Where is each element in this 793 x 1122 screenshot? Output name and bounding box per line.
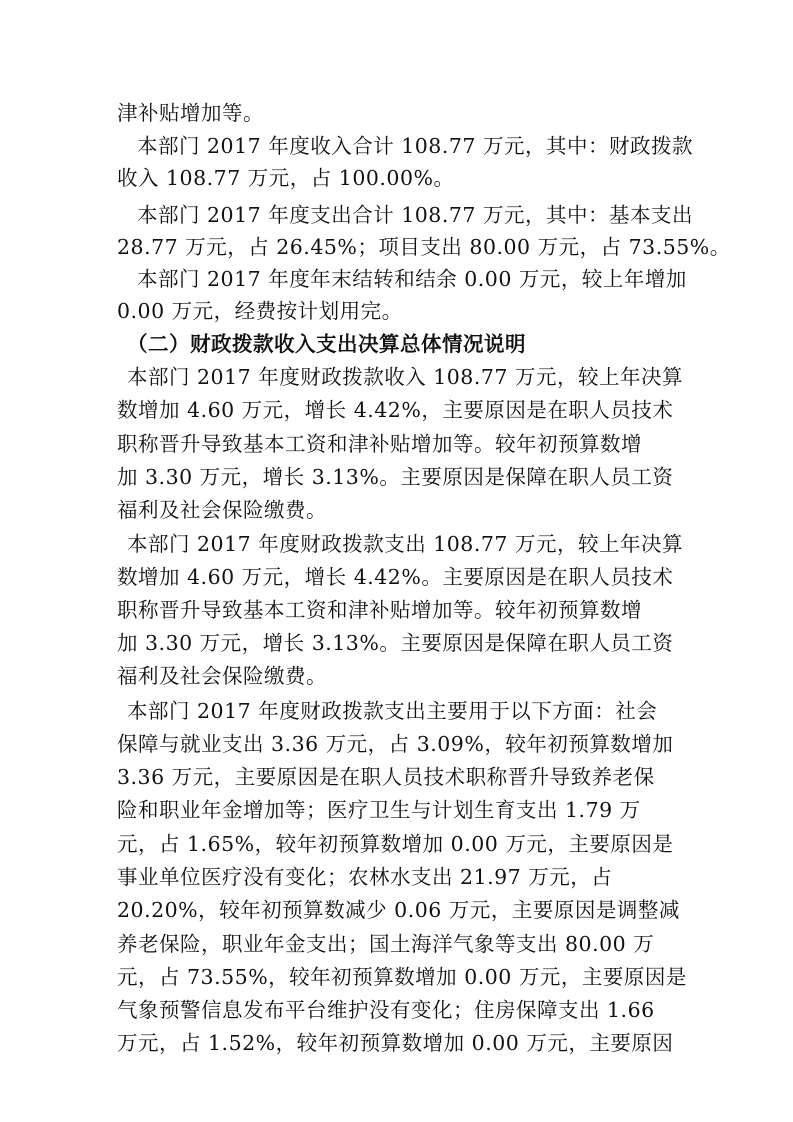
- paragraph-line: 事业单位医疗没有变化；农林水支出 21.97 万元，占: [117, 865, 613, 889]
- paragraph-line: 本部门 2017 年度支出合计 108.77 万元，其中：基本支出: [137, 203, 693, 227]
- paragraph-line: 养老保险，职业年金支出；国土海洋气象等支出 80.00 万: [117, 932, 655, 956]
- paragraph-line: 福利及社会保险缴费。: [117, 498, 327, 522]
- paragraph-line: 加 3.30 万元，增长 3.13%。主要原因是保障在职人员工资: [117, 465, 674, 489]
- paragraph-line: 本部门 2017 年度财政拨款收入 108.77 万元，较上年决算: [127, 365, 683, 389]
- paragraph-line: 加 3.30 万元，增长 3.13%。主要原因是保障在职人员工资: [117, 631, 674, 655]
- paragraph-line: 本部门 2017 年度财政拨款支出主要用于以下方面：社会: [127, 699, 658, 723]
- paragraph-line: 本部门 2017 年度年末结转和结余 0.00 万元，较上年增加: [137, 267, 687, 291]
- paragraph-line: 3.36 万元，主要原因是在职人员技术职称晋升导致养老保: [117, 765, 655, 789]
- paragraph-line: 职称晋升导致基本工资和津补贴增加等。较年初预算数增: [117, 432, 642, 456]
- paragraph-line: 保障与就业支出 3.36 万元，占 3.09%，较年初预算数增加: [117, 732, 674, 756]
- paragraph-line: 收入 108.77 万元，占 100.00%。: [117, 166, 455, 190]
- section-heading: （二）财政拨款收入支出决算总体情况说明: [127, 332, 526, 356]
- paragraph-line: 本部门 2017 年度财政拨款支出 108.77 万元，较上年决算: [127, 532, 683, 556]
- paragraph-line: 数增加 4.60 万元，增长 4.42%。主要原因是在职人员技术: [117, 565, 674, 589]
- paragraph-line: 28.77 万元，占 26.45%；项目支出 80.00 万元，占 73.55%。: [117, 235, 731, 259]
- paragraph-line: 福利及社会保险缴费。: [117, 664, 327, 688]
- paragraph-line: 元，占 1.65%，较年初预算数增加 0.00 万元，主要原因是: [117, 832, 674, 856]
- paragraph-line: 元，占 73.55%，较年初预算数增加 0.00 万元，主要原因是: [117, 965, 687, 989]
- paragraph-line: 险和职业年金增加等；医疗卫生与计划生育支出 1.79 万: [117, 798, 641, 822]
- paragraph-line: 万元，占 1.52%，较年初预算数增加 0.00 万元，主要原因: [117, 1031, 674, 1055]
- paragraph-line: 0.00 万元，经费按计划用完。: [117, 299, 403, 323]
- paragraph-line: 20.20%，较年初预算数减少 0.06 万元，主要原因是调整减: [117, 898, 680, 922]
- paragraph-line: 数增加 4.60 万元，增长 4.42%，主要原因是在职人员技术: [117, 398, 674, 422]
- paragraph-line: 职称晋升导致基本工资和津补贴增加等。较年初预算数增: [117, 598, 642, 622]
- paragraph-line: 本部门 2017 年度收入合计 108.77 万元，其中：财政拨款: [137, 134, 693, 158]
- paragraph-line: 气象预警信息发布平台维护没有变化；住房保障支出 1.66: [117, 998, 655, 1022]
- paragraph-line: 津补贴增加等。: [117, 101, 264, 125]
